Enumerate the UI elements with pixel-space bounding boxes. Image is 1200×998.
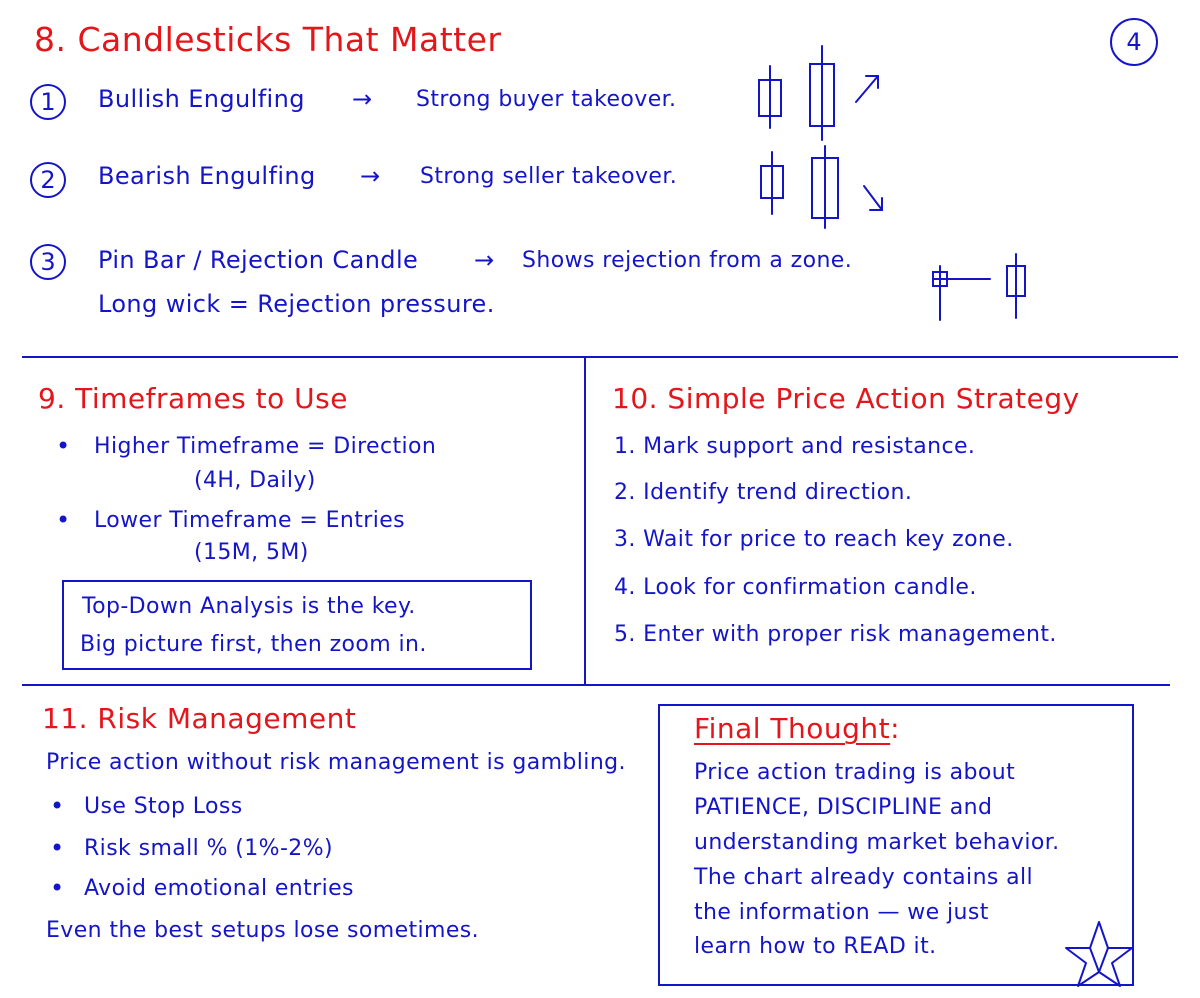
strategy-step-1: 1. Mark support and resistance. xyxy=(614,434,976,459)
candlestick-sketches xyxy=(0,0,1200,340)
timeframe-lower-sub: (15M, 5M) xyxy=(194,540,309,565)
final-line-2: PATIENCE, DISCIPLINE and xyxy=(694,795,993,820)
item3-desc: Shows rejection from a zone. xyxy=(522,248,853,273)
timeframe-lower: Lower Timeframe = Entries xyxy=(94,508,406,533)
bullet-dot: • xyxy=(50,874,65,902)
item3-line2: Long wick = Rejection pressure. xyxy=(98,290,495,318)
item3-name: Pin Bar / Rejection Candle xyxy=(98,246,419,274)
item3-number: 3 xyxy=(30,244,66,280)
risk-intro: Price action without risk management is gambling. xyxy=(46,750,626,775)
final-thought-heading: Final Thought xyxy=(694,712,891,745)
item1-desc: Strong buyer takeover. xyxy=(416,87,677,112)
divider-bottom xyxy=(22,684,1170,686)
bullet-dot: • xyxy=(50,834,65,862)
final-line-3: understanding market behavior. xyxy=(694,830,1060,855)
item2-arrow: → xyxy=(360,162,381,190)
star-icon xyxy=(1064,918,1134,988)
divider-top xyxy=(22,356,1178,358)
item2-number: 2 xyxy=(30,162,66,198)
risk-bullet-3: Avoid emotional entries xyxy=(84,876,354,901)
item3-arrow: → xyxy=(474,246,495,274)
risk-bullet-1: Use Stop Loss xyxy=(84,794,243,819)
bullet-dot: • xyxy=(56,506,71,534)
strategy-step-3: 3. Wait for price to reach key zone. xyxy=(614,527,1014,552)
strategy-step-2: 2. Identify trend direction. xyxy=(614,480,913,505)
item2-name: Bearish Engulfing xyxy=(98,162,316,190)
final-thought-title xyxy=(694,712,900,745)
pin-bar-icon xyxy=(933,254,1025,320)
divider-middle xyxy=(584,356,586,686)
item1-name: Bullish Engulfing xyxy=(98,85,305,113)
section9-title: 9. Timeframes to Use xyxy=(38,382,348,415)
final-line-5: the information — we just xyxy=(694,900,989,925)
timeframe-higher: Higher Timeframe = Direction xyxy=(94,434,437,459)
section8-title: 8. Candlesticks That Matter xyxy=(34,20,502,59)
section11-title: 11. Risk Management xyxy=(42,702,357,735)
bullet-dot: • xyxy=(56,432,71,460)
final-line-4: The chart already contains all xyxy=(694,865,1034,890)
top-down-line2: Big picture first, then zoom in. xyxy=(80,632,427,657)
final-line-1: Price action trading is about xyxy=(694,760,1016,785)
strategy-step-5: 5. Enter with proper risk management. xyxy=(614,622,1057,647)
bullish-engulfing-icon xyxy=(759,46,878,140)
final-thought-colon: : xyxy=(890,712,901,745)
timeframe-higher-sub: (4H, Daily) xyxy=(194,468,316,493)
bullet-dot: • xyxy=(50,792,65,820)
top-down-line1: Top-Down Analysis is the key. xyxy=(82,594,416,619)
item1-arrow: → xyxy=(352,85,373,113)
strategy-step-4: 4. Look for confirmation candle. xyxy=(614,575,977,600)
item2-desc: Strong seller takeover. xyxy=(420,164,678,189)
bearish-engulfing-icon xyxy=(761,146,882,228)
final-line-6: learn how to READ it. xyxy=(694,934,937,959)
item1-number: 1 xyxy=(30,84,66,120)
risk-bullet-2: Risk small % (1%-2%) xyxy=(84,836,333,861)
page-number: 4 xyxy=(1126,28,1142,56)
risk-outro: Even the best setups lose sometimes. xyxy=(46,918,480,943)
section10-title: 10. Simple Price Action Strategy xyxy=(612,382,1080,415)
